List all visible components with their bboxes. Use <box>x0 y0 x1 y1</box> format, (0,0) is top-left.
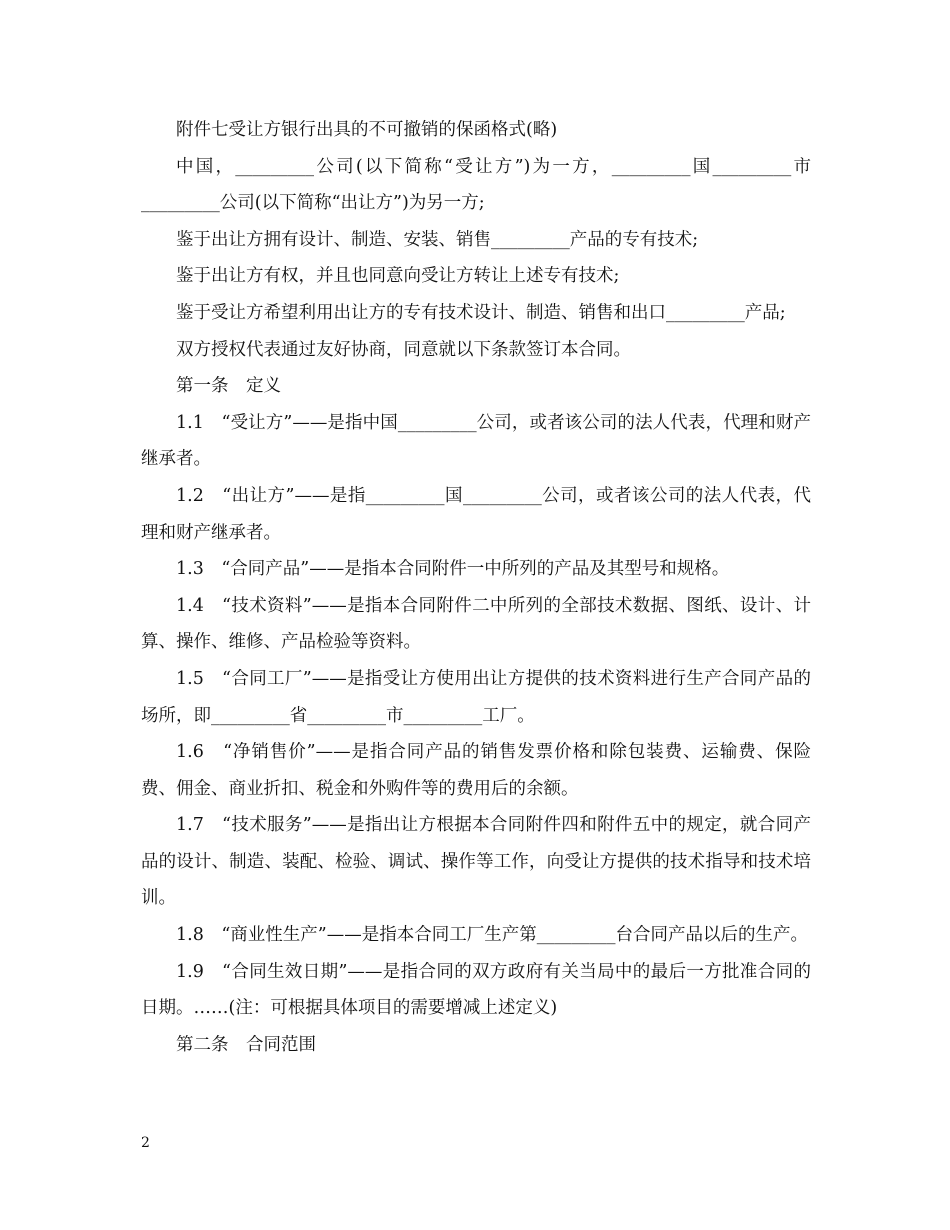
recital-design-paragraph: 鉴于出让方拥有设计、制造、安装、销售_________产品的专有技术; <box>176 229 699 250</box>
recital-export-paragraph: 鉴于受让方希望利用出让方的专有技术设计、制造、销售和出口_________产品; <box>176 302 786 323</box>
contract-body <box>141 112 811 1063</box>
article-two-heading: 第二条 合同范围 <box>176 1034 316 1055</box>
definition-1-3: 1.3 “合同产品”——是指本合同附件一中所列的产品及其型号和规格。 <box>176 559 730 580</box>
definition-1-7: 1.7 “技术服务”——是指出让方根据本合同附件四和附件五中的规定，就合同产品的设计、制造、装配、检验、调试、操作等工作，向受让方提供的技术指导和技术培训。 <box>141 815 811 909</box>
definition-1-9: 1.9 “合同生效日期”——是指合同的双方政府有关当局中的最后一方批准合同的日期。……(注：可根据具体项目的需要增减上述定义) <box>141 961 811 1019</box>
agreement-paragraph: 双方授权代表通过友好协商，同意就以下条款签订本合同。 <box>176 339 631 360</box>
definition-1-5: 1.5 “合同工厂”——是指受让方使用出让方提供的技术资料进行生产合同产品的场所，即_________省_________市_________工厂。 <box>141 668 811 726</box>
article-one-heading: 第一条 定义 <box>176 376 281 397</box>
appendix-seven-line: 附件七受让方银行出具的不可撤销的保函格式(略) <box>176 120 558 140</box>
page-number: 2 <box>141 1135 150 1151</box>
definition-1-8: 1.8 “商业性生产”——是指本合同工厂生产第_________台合同产品以后的生产。 <box>176 925 808 946</box>
definition-1-4: 1.4 “技术资料”——是指本合同附件二中所列的全部技术数据、图纸、设计、计算、操作、维修、产品检验等资料。 <box>141 595 811 653</box>
definition-1-1: 1.1 “受让方”——是指中国_________公司，或者该公司的法人代表，代理和财产继承者。 <box>141 412 811 470</box>
recital-transfer-paragraph: 鉴于出让方有权，并且也同意向受让方转让上述专有技术; <box>176 266 620 287</box>
definition-1-2: 1.2 “出让方”——是指_________国_________公司，或者该公司的法人代表，代理和财产继承者。 <box>141 485 811 543</box>
parties-paragraph: 中国，_________公司(以下简称“受让方”)为一方，_________国_________市_________公司(以下简称“出让方”)为另一方; <box>141 156 811 214</box>
definition-1-6: 1.6 “净销售价”——是指合同产品的销售发票价格和除包装费、运输费、保险费、佣金、商业折扣、税金和外购件等的费用后的余额。 <box>141 742 811 799</box>
